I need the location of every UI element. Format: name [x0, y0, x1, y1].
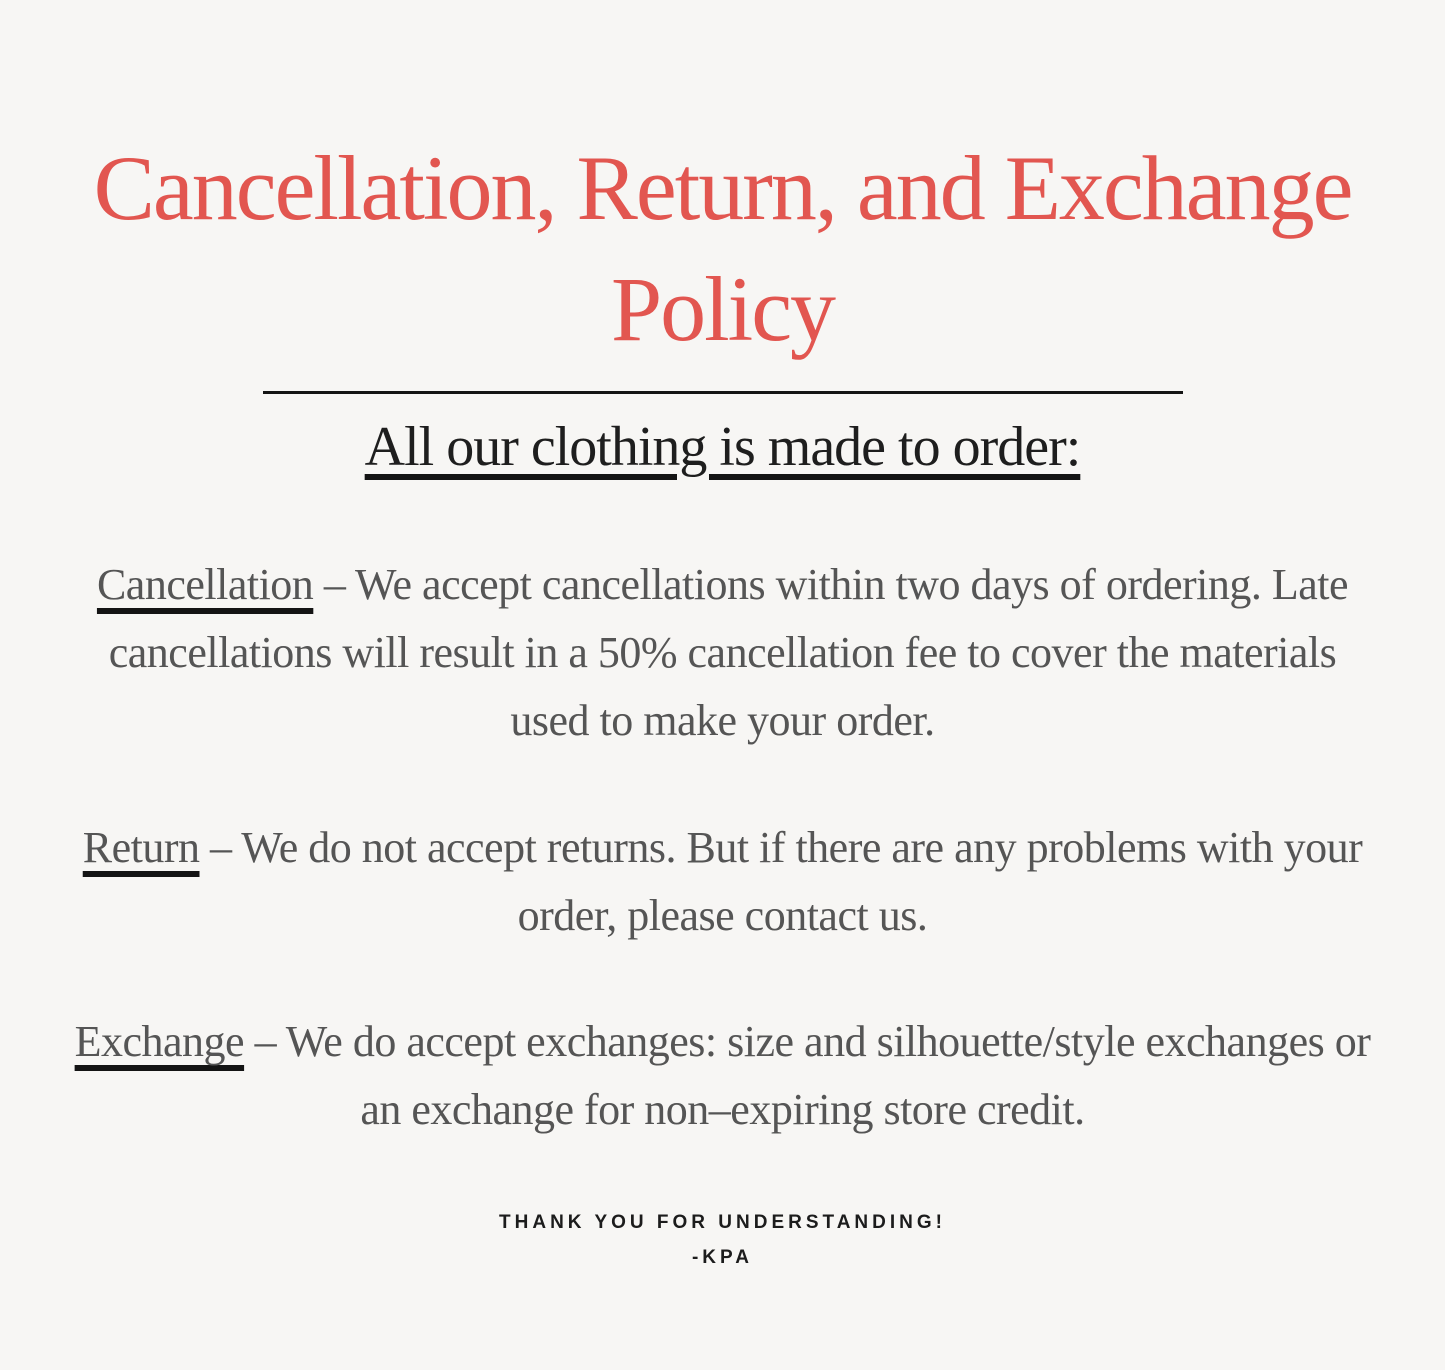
cancellation-paragraph [73, 551, 1373, 756]
footer-signature: -KPA [691, 1246, 754, 1268]
footer-thanks: THANK YOU FOR UNDERSTANDING! [499, 1212, 946, 1234]
subheading-text: All our clothing is made to order: [364, 415, 1081, 478]
title-divider [263, 391, 1183, 394]
return-term: Return [82, 822, 200, 872]
cancellation-body: – We accept cancellations within two days of ordering. Late cancellations will result in a 50% cancellation fee to cover the materials used to make your order. [108, 560, 1349, 746]
return-paragraph [53, 814, 1393, 950]
footer [0, 1206, 1445, 1274]
subheading [0, 414, 1445, 481]
title-line-2: Policy [610, 258, 835, 361]
cancellation-term: Cancellation [96, 560, 314, 610]
page-title [0, 0, 1445, 371]
section-cancellation [73, 551, 1373, 756]
exchange-paragraph [53, 1008, 1393, 1144]
return-body: – We do not accept returns. But if there are any problems with your order, please contact us. [199, 822, 1363, 940]
section-return [53, 814, 1393, 950]
exchange-term: Exchange [74, 1017, 245, 1066]
section-exchange [53, 1008, 1393, 1144]
exchange-body: – We do accept exchanges: size and silhouette/style exchanges or an exchange for non–expiring store credit. [244, 1017, 1371, 1135]
title-line-1: Cancellation, Return, and Exchange [93, 137, 1352, 239]
